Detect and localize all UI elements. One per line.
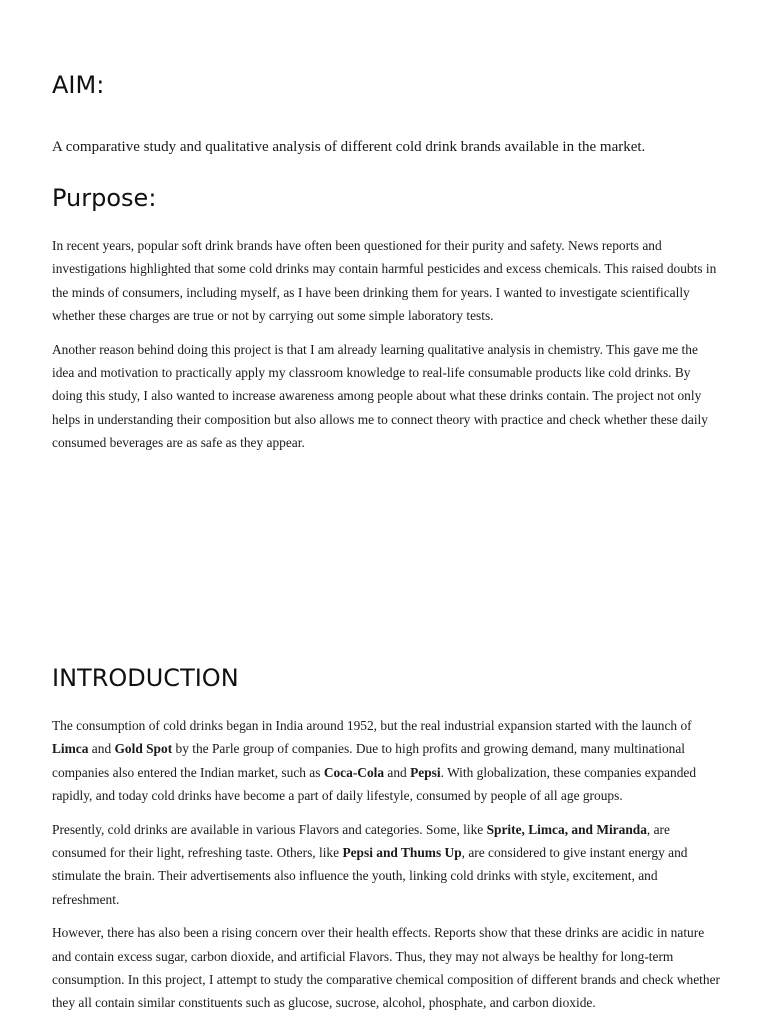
- text-run: , are consumed for their light, refreshing taste. Others, like: [52, 821, 670, 861]
- purpose-heading: Purpose:: [52, 184, 157, 212]
- brand-coca-cola: Coca-Cola: [323, 764, 385, 780]
- brands-refreshing: Sprite, Limca, and Miranda: [486, 821, 647, 837]
- purpose-paragraph-2: Another reason behind doing this project is that I am already learning qualitative analysis in chemistry. This gave me the idea and motivation to practically apply my classroom knowledge to real-life consumable products like cold drinks. By doing this study, I also wanted to increase awareness among people about what these drinks contain. The project not only helps in understanding their composition but also allows me to connect theory with practice and check whether these daily consumed beverages are as safe as they appear.: [52, 341, 708, 451]
- purpose-section: [52, 234, 720, 465]
- introduction-heading: INTRODUCTION: [52, 664, 239, 692]
- purpose-paragraph-1: In recent years, popular soft drink brands have often been questioned for their purity and safety. News reports and investigations highlighted that some cold drinks may contain harmful pesticides and excess chemicals. This raised doubts in the minds of consumers, including myself, as I have been drinking them for years. I wanted to investigate scientifically whether these charges are true or not by carrying out some simple laboratory tests.: [52, 238, 717, 324]
- brand-limca: Limca: [52, 741, 89, 757]
- text-run: , are considered to give instant energy and stimulate the brain. Their advertisements also influence the youth, linking cold drinks with style, excitement, and refreshment.: [52, 845, 688, 907]
- brands-energy: Pepsi and Thums Up: [342, 845, 462, 861]
- text-run: and: [88, 741, 115, 757]
- text-run: by the Parle group of companies. Due to high profits and growing demand, many multinational companies also entered the Indian market, such as: [52, 741, 686, 780]
- aim-statement: A comparative study and qualitative analysis of different cold drink brands available in the market.: [52, 139, 646, 155]
- text-run: and: [384, 764, 411, 780]
- introduction-section: [52, 714, 720, 1025]
- text-run: . With globalization, these companies expanded rapidly, and today cold drinks have become a part of daily lifestyle, consumed by people of all age groups.: [52, 764, 697, 804]
- brand-pepsi: Pepsi: [410, 764, 441, 780]
- text-run: Presently, cold drinks are available in various Flavors and categories. Some, like: [52, 821, 487, 837]
- introduction-paragraph-3: However, there has also been a rising concern over their health effects. Reports show that these drinks are acidic in nature and contain excess sugar, carbon dioxide, and artificial Flavors. Thus, they may not always be healthy for long-term consumption. In this project, I attempt to study the comparative chemical composition of different brands and check whether they all contain similar constituents such as glucose, sucrose, alcohol, phosphate, and carbon dioxide.: [52, 925, 720, 1011]
- introduction-paragraph-1: [52, 714, 720, 808]
- text-run: The consumption of cold drinks began in India around 1952, but the real industrial expansion started with the launch of: [52, 718, 692, 733]
- aim-heading: AIM:: [52, 71, 105, 99]
- brand-gold-spot: Gold Spot: [114, 741, 173, 757]
- introduction-paragraph-2: [52, 818, 720, 912]
